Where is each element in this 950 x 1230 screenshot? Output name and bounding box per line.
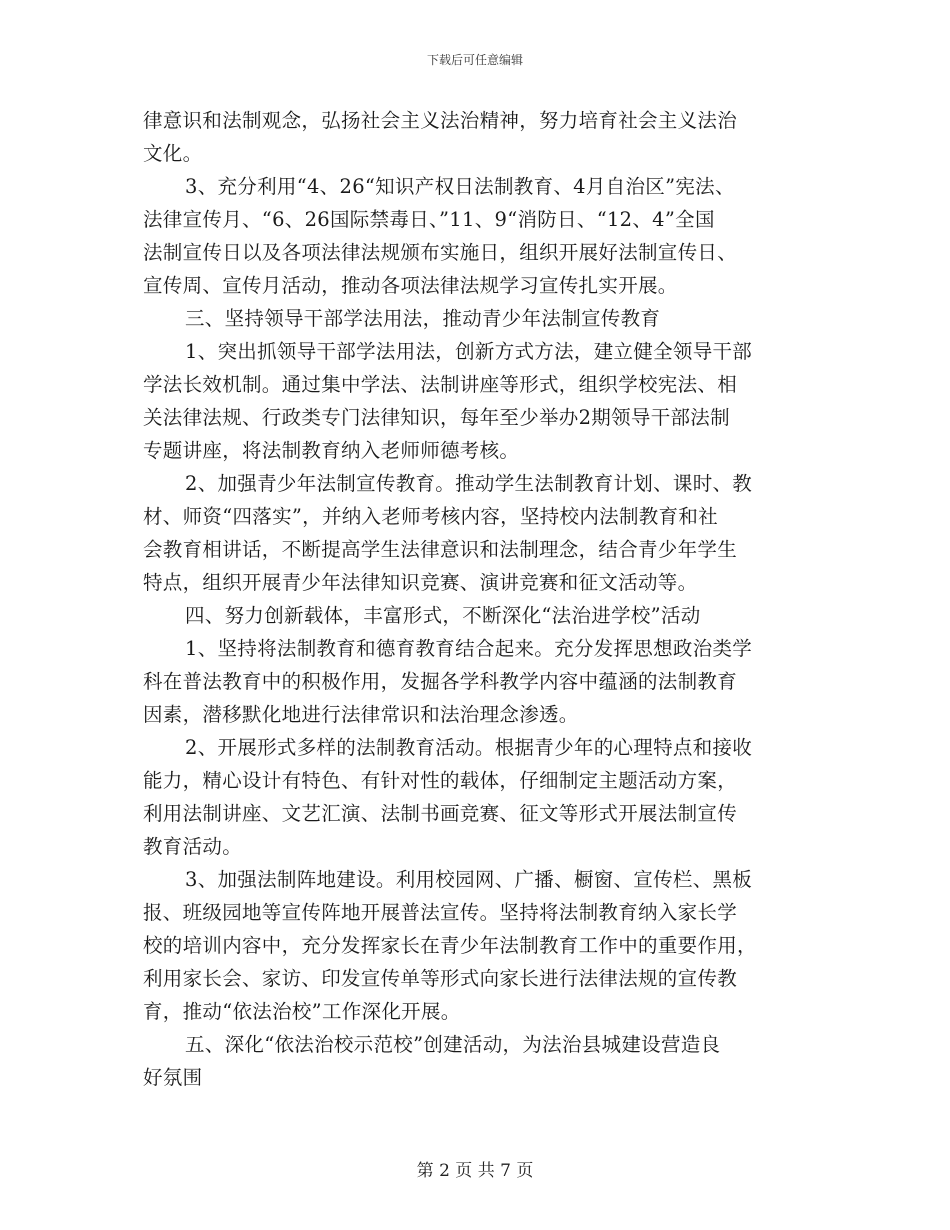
text-line: 专题讲座，将法制教育纳入老师师德考核。 [143, 439, 520, 462]
page-footer: 第 2 页 共 7 页 [416, 1161, 534, 1181]
text-line: 2、开展形式多样的法制教育活动。根据青少年的心理特点和接收 [185, 736, 753, 759]
text-line: 会教育相讲话，不断提高学生法律意识和法制理念，结合青少年学生 [143, 538, 738, 561]
text-line: 四、努力创新载体，丰富形式，不断深化“法治进学校”活动 [185, 604, 701, 627]
document-body [143, 104, 823, 1094]
text-line: 律意识和法制观念，弘扬社会主义法治精神，努力培育社会主义法治 [143, 109, 738, 132]
text-line: 三、坚持领导干部学法用法，推动青少年法制宣传教育 [185, 307, 661, 330]
text-line: 法制宣传日以及各项法律法规颁布实施日，组织开展好法制宣传日、 [143, 241, 738, 264]
text-line: 科在普法教育中的积极作用，发掘各学科教学内容中蕴涵的法制教育 [143, 670, 738, 693]
text-line: 3、充分利用“4、26“知识产权日法制教育、4月自治区”宪法、 [185, 175, 735, 198]
text-line: 1、突出抓领导干部学法用法，创新方式方法，建立健全领导干部 [185, 340, 753, 363]
text-line: 文化。 [143, 142, 203, 165]
text-line: 好氛围 [143, 1066, 203, 1089]
text-line: 学法长效机制。通过集中学法、法制讲座等形式，组织学校宪法、相 [143, 373, 738, 396]
text-line: 五、深化“依法治校示范校”创建活动，为法治县城建设营造良 [185, 1033, 721, 1056]
text-line: 特点，组织开展青少年法律知识竞赛、演讲竞赛和征文活动等。 [143, 571, 698, 594]
text-line: 1、坚持将法制教育和德育教育结合起来。充分发挥思想政治类学 [185, 637, 753, 660]
text-line: 报、班级园地等宣传阵地开展普法宣传。坚持将法制教育纳入家长学 [143, 901, 738, 924]
text-line: 关法律法规、行政类专门法律知识，每年至少举办2期领导干部法制 [143, 406, 730, 429]
text-line: 利用家长会、家访、印发宣传单等形式向家长进行法律法规的宣传教 [143, 967, 738, 990]
text-line: 宣传周、宣传月活动，推动各项法律法规学习宣传扎实开展。 [143, 274, 678, 297]
text-line: 法律宣传月、“6、26国际禁毒日、”11、9“消防日、“12、4”全国 [143, 208, 715, 231]
text-line: 教育活动。 [143, 835, 243, 858]
text-line: 能力，精心设计有特色、有针对性的载体，仔细制定主题活动方案， [143, 769, 738, 792]
text-line: 校的培训内容中，充分发挥家长在青少年法制教育工作中的重要作用， [143, 934, 757, 957]
page-header: 下载后可任意编辑 [426, 53, 523, 67]
text-line: 2、加强青少年法制宣传教育。推动学生法制教育计划、课时、教 [185, 472, 753, 495]
text-line: 育，推动“依法治校”工作深化开展。 [143, 1000, 461, 1023]
text-line: 利用法制讲座、文艺汇演、法制书画竞赛、征文等形式开展法制宣传 [143, 802, 738, 825]
text-line: 材、师资“四落实”，并纳入老师考核内容，坚持校内法制教育和社 [143, 505, 718, 528]
text-line: 因素，潜移默化地进行法律常识和法治理念渗透。 [143, 703, 579, 726]
text-line: 3、加强法制阵地建设。利用校园网、广播、橱窗、宣传栏、黑板 [185, 868, 753, 891]
